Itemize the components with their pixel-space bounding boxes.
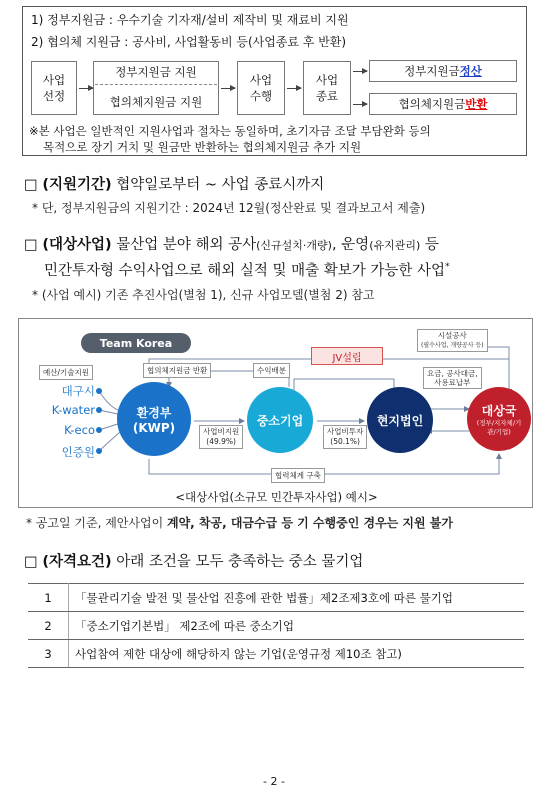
flow-council-return: 협의체지원금 반환 xyxy=(369,93,517,115)
table-row xyxy=(28,612,524,640)
flow-support-frame xyxy=(93,61,219,115)
sme-circle: 중소기업 xyxy=(247,387,313,453)
section-period: □ (지원기간) 협약일로부터 ~ 사업 종료시까지 xyxy=(24,177,325,193)
row-number: 3 xyxy=(28,640,69,668)
org-daegu: 대구시 xyxy=(61,384,95,398)
row-text: 사업참여 제한 대상에 해당하지 않는 기업(운영규정 제10조 참고) xyxy=(69,640,525,668)
tag-biz-investment: 사업비투자 (50.1%) xyxy=(323,425,367,449)
summary-line-1: 1) 정부지원금 : 우수기술 기자재/설비 제작비 및 재료비 지원 xyxy=(31,13,349,27)
tag-fees: 요금, 공사대금, 사용료납부 xyxy=(423,367,482,389)
flow-arrow xyxy=(221,88,235,89)
diagram-caption: <대상사업(소규모 민간투자사업) 예시> xyxy=(175,490,378,504)
row-number: 2 xyxy=(28,612,69,640)
tag-profit-share: 수익배분 xyxy=(253,363,290,378)
table-row xyxy=(28,640,524,668)
org-certification-institute: 인증원 xyxy=(61,445,95,459)
org-kwater: K-water xyxy=(51,403,95,417)
section-requirements: □ (자격요건) 아래 조건을 모두 충족하는 중소 물기업 xyxy=(24,554,364,570)
team-korea-badge: Team Korea xyxy=(81,333,191,353)
target-line-2: 민간투자형 수익사업으로 해외 실적 및 매출 확보가 가능한 사업* xyxy=(44,262,450,279)
period-note: * 단, 정부지원금의 지원기간 : 2024년 12월(정산완료 및 결과보고서 제출) xyxy=(32,201,426,215)
tag-budget-support: 예산/기술지원 xyxy=(39,365,93,380)
summary-note-1: ※본 사업은 일반적인 지원사업과 절차는 동일하며, 초기자금 조달 부담완화 등의 xyxy=(29,124,431,138)
tag-cooperation: 협력체계 구축 xyxy=(271,468,325,483)
section-target: □ (대상사업) 물산업 분야 해외 공사(신규설치·개량), 운영(유지관리) 등 xyxy=(24,237,439,253)
org-keco: K-eco xyxy=(64,423,95,437)
row-number: 1 xyxy=(28,584,69,612)
exclusion-note: * 공고일 기준, 제안사업이 계약, 착공, 대금수급 등 기 수행중인 경우는 지원 불가 xyxy=(26,516,453,530)
target-note: * (사업 예시) 기존 추진사업(별첨 1), 신규 사업모델(별첨 2) 참고 xyxy=(32,288,375,302)
jv-establish-box: JV설립 xyxy=(311,347,383,365)
page-number: - 2 - xyxy=(263,775,285,788)
row-text: 「물관리기술 발전 및 물산업 진흥에 관한 법률」제2조제3호에 따른 물기업 xyxy=(69,584,525,612)
flow-gov-support: 정부지원금 지원 xyxy=(95,61,217,83)
tag-council-return: 협의체지원금 반환 xyxy=(143,363,211,378)
flow-execute: 사업 수행 xyxy=(237,61,285,115)
flow-arrow xyxy=(287,88,301,89)
tag-facility-construction: 시설공사 (필수사업, 개량공사 등) xyxy=(417,329,488,352)
tag-biz-support: 사업비지원 (49.9%) xyxy=(199,425,243,449)
flow-arrow xyxy=(353,104,367,105)
local-corp-circle: 현지법인 xyxy=(367,387,433,453)
flow-arrow xyxy=(353,71,367,72)
flow-select: 사업 선정 xyxy=(31,61,77,115)
row-text: 「중소기업기본법」 제2조에 따른 중소기업 xyxy=(69,612,525,640)
flow-council-support: 협의체지원금 지원 xyxy=(95,91,217,113)
flow-gov-settle: 정부지원금 정산 xyxy=(369,60,517,82)
kwp-circle: 환경부 (KWP) xyxy=(117,382,191,456)
table-row xyxy=(28,584,524,612)
summary-box xyxy=(22,6,527,156)
host-country-circle: 대상국 (정부/지자체/기관/기업) xyxy=(467,387,531,451)
business-model-diagram xyxy=(18,318,533,508)
flow-end: 사업 종료 xyxy=(303,61,351,115)
summary-note-2: 목적으로 장기 거치 및 원금만 반환하는 협의체지원금 추가 지원 xyxy=(43,140,362,154)
flow-arrow xyxy=(79,88,93,89)
requirements-table xyxy=(28,583,524,668)
summary-line-2: 2) 협의체 지원금 : 공사비, 사업활동비 등(사업종료 후 반환) xyxy=(31,35,347,49)
